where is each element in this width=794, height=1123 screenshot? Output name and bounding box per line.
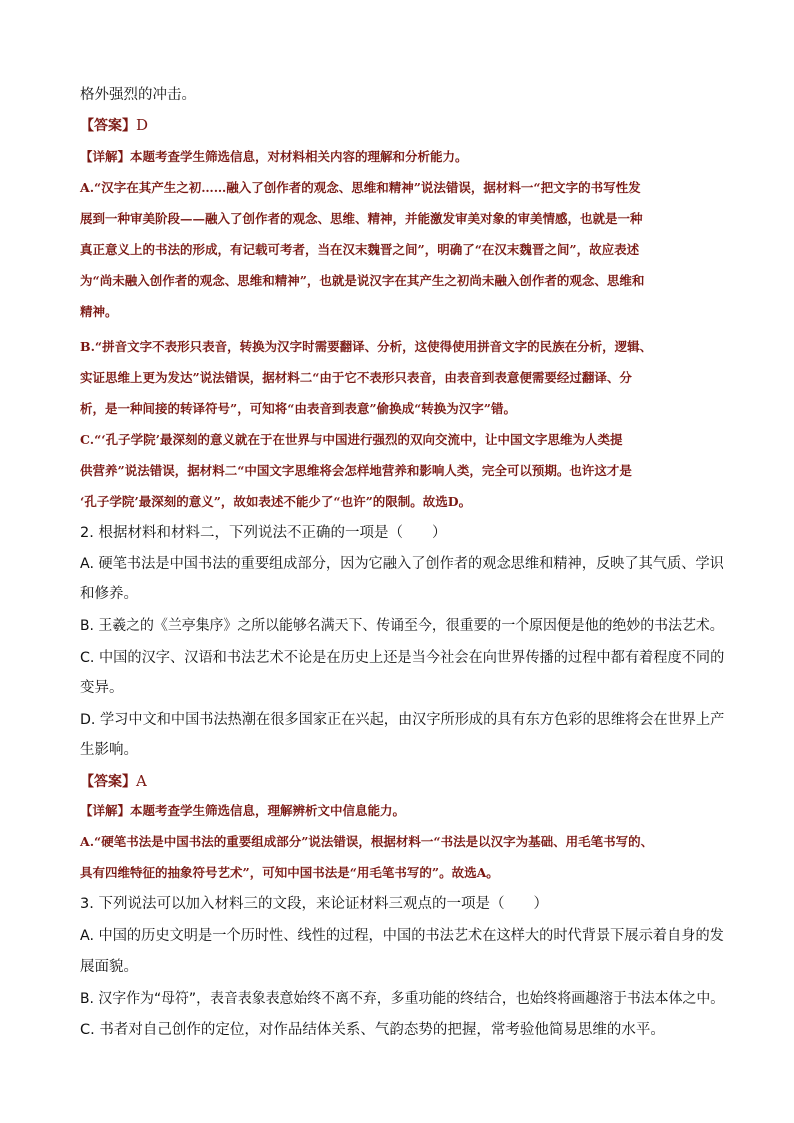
q1-detail-label: 【详解】 xyxy=(80,149,131,164)
q1-detail-line: 真正意义上的书法的形成，有记载可考者，当在汉末魏晋之间”，明确了“在汉末魏晋之间”，故应表述 xyxy=(80,242,640,257)
q2-detail-line xyxy=(80,805,405,818)
q1-detail-line: ‘孔子学院’最深刻的意义”，故如表述不能少了“也许”的限制。故选D。 xyxy=(80,494,472,509)
q2-option: A. 硬笔书法是中国书法的重要组成部分，因为它融入了创作者的观念思维和精神，反映了其气质、学识 xyxy=(80,556,724,572)
q1-detail-line: 析，是一种间接的转译符号”，可知将“由表音到表意”偷换成“转换为汉字”错。 xyxy=(80,401,516,416)
q1-detail-line: A.“汉字在其产生之初……融入了创作者的观念、思维和精神”说法错误，据材料一“把文字的书写性发 xyxy=(80,180,641,195)
q2-answer xyxy=(80,774,147,789)
q1-detail-line: 精神。 xyxy=(80,304,118,319)
q1-detail-line: C.“‘孔子学院’最深刻的意义就在于在世界与中国进行强烈的双向交流中，让中国文字思维为人类提 xyxy=(80,432,623,447)
intro-line: 格外强烈的冲击。 xyxy=(80,87,196,103)
q2-detail-label: 【详解】 xyxy=(80,803,131,818)
q3-option: 展面貌。 xyxy=(80,959,138,975)
q1-answer-value: D xyxy=(136,116,149,134)
q1-answer xyxy=(80,118,148,133)
q1-answer-label: 【答案】 xyxy=(80,118,136,134)
q2-option: D. 学习中文和中国书法热潮在很多国家正在兴起，由汉字所形成的具有东方色彩的思维将会在世界上产 xyxy=(80,712,725,728)
q2-detail-line: A.“硬笔书法是中国书法的重要组成部分”说法错误，根据材料一“书法是以汉字为基础、用毛笔书写的、 xyxy=(80,834,654,849)
q1-detail-text: 本题考查学生筛选信息，对材料相关内容的理解和分析能力。 xyxy=(130,149,468,164)
q1-detail-line: B.“拼音文字不表形只表音，转换为汉字时需要翻译、分析，这使得使用拼音文字的民族在分析，逻辑、 xyxy=(80,339,653,354)
q2-detail-text: 本题考查学生筛选信息，理解辨析文中信息能力。 xyxy=(130,803,406,818)
q3-option: B. 汉字作为“母符”，表音表象表意始终不离不弃，多重功能的终结合，也始终将画趣溶于书法本体之中。 xyxy=(80,991,725,1007)
q1-detail-line: 实证思维上更为发达”说法错误，据材料二“由于它不表形只表音，由表音到表意便需要经过翻译、分 xyxy=(80,370,632,385)
q3-option: C. 书者对自己创作的定位，对作品结体关系、气韵态势的把握，常考验他简易思维的水平。 xyxy=(80,1022,665,1038)
q2-answer-value: A xyxy=(136,772,147,790)
q1-detail-line: 展到一种审美阶段——融入了创作者的观念、思维、精神，并能激发审美对象的审美情感，也就是一种 xyxy=(80,211,643,226)
q2-option: 生影响。 xyxy=(80,742,138,758)
q2-option: 和修养。 xyxy=(80,586,138,602)
q1-detail-line: 为“尚未融入创作者的观念、思维和精神”，也就是说汉字在其产生之初尚未融入创作者的观念、思维和 xyxy=(80,273,645,288)
q2-stem: 2. 根据材料和材料二，下列说法不正确的一项是（ ） xyxy=(80,525,447,541)
q1-detail-line: 供营养”说法错误，据材料二“中国文字思维将会怎样地营养和影响人类，完全可以预期。也许这才是 xyxy=(80,463,632,478)
q1-detail-line xyxy=(80,151,468,164)
q3-option: A. 中国的历史文明是一个历时性、线性的过程，中国的书法艺术在这样大的时代背景下展示着自身的发 xyxy=(80,928,724,944)
q3-stem: 3. 下列说法可以加入材料三的文段，来论证材料三观点的一项是（ ） xyxy=(80,896,548,912)
q2-option: B. 王羲之的《兰亭集序》之所以能够名满天下、传诵至今，很重要的一个原因便是他的绝妙的书法艺术。 xyxy=(80,618,724,634)
q2-option: C. 中国的汉字、汉语和书法艺术不论是在历史上还是当今社会在向世界传播的过程中都有着程度不同的 xyxy=(80,650,725,666)
q2-answer-label: 【答案】 xyxy=(80,774,136,790)
q2-option: 变异。 xyxy=(80,680,124,696)
q2-detail-line: 具有四维特征的抽象符号艺术”，可知中国书法是“用毛笔书写的”。故选A。 xyxy=(80,865,499,880)
